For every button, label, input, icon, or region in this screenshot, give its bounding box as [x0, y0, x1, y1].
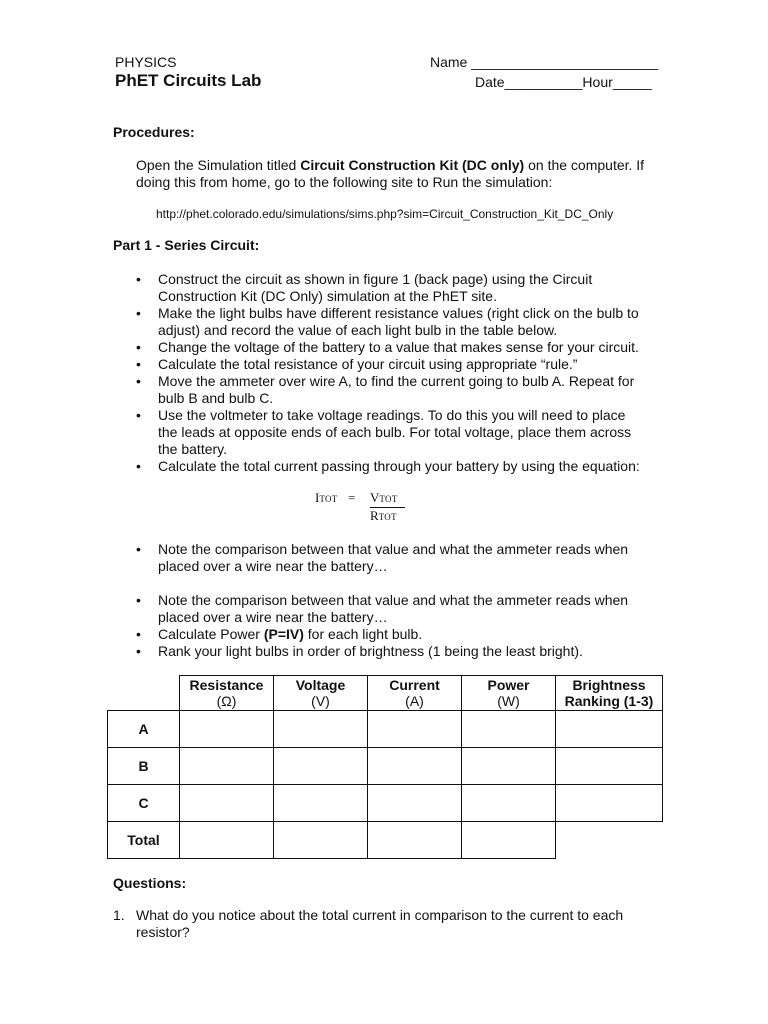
column-header-current: Current (A) [368, 676, 462, 711]
equation-numerator: VTOT [370, 490, 405, 508]
row-label-a: A [108, 711, 180, 748]
table-cell[interactable] [274, 822, 368, 859]
list-item: • Rank your light bulbs in order of brightness (1 being the least bright). [136, 643, 641, 660]
list-item: • Construct the circuit as shown in figure 1 (back page) using the Circuit Construction Kit (DC Only) simulation at the PhET site. [136, 271, 641, 305]
procedure-steps [136, 271, 641, 475]
table-cell[interactable] [462, 748, 556, 785]
results-table [107, 675, 663, 859]
table-cell[interactable] [274, 748, 368, 785]
table-cell[interactable] [462, 785, 556, 822]
date-hour-field-line[interactable]: Date__________Hour_____ [475, 74, 652, 90]
row-label-c: C [108, 785, 180, 822]
table-cell[interactable] [274, 785, 368, 822]
simulation-url[interactable]: http://phet.colorado.edu/simulations/sims.php?sim=Circuit_Construction_Kit_DC_Only [156, 207, 614, 221]
list-item: • Calculate the total resistance of your circuit using appropriate “rule.” [136, 356, 641, 373]
table-cell[interactable] [180, 748, 274, 785]
table-corner [108, 676, 180, 711]
table-cell[interactable] [368, 748, 462, 785]
table-row [108, 748, 663, 785]
table-row [108, 785, 663, 822]
list-item: • Note the comparison between that value and what the ammeter reads when placed over a wire near the battery… [136, 541, 641, 575]
table-cell[interactable] [368, 785, 462, 822]
questions-heading: Questions: [113, 875, 187, 891]
table-cell[interactable] [556, 748, 663, 785]
table-row [108, 822, 663, 859]
part1-heading: Part 1 - Series Circuit: [113, 237, 260, 253]
list-item: • Change the voltage of the battery to a value that makes sense for your circuit. [136, 339, 641, 356]
column-header-brightness: Brightness Ranking (1-3) [556, 676, 663, 711]
procedures-heading: Procedures: [113, 124, 195, 140]
column-header-power: Power (W) [462, 676, 556, 711]
power-formula: (P=IV) [263, 626, 304, 642]
equation-lhs: ITOT [315, 490, 338, 505]
course-subject: PHYSICS [115, 54, 177, 70]
table-cell-empty [556, 822, 663, 859]
table-cell[interactable] [556, 785, 663, 822]
intro-text-end: on the computer. If doing this from home, go to the following site to Run the simulation: [136, 157, 645, 190]
procedures-intro [136, 157, 656, 191]
procedure-steps-after-equation [136, 541, 641, 575]
intro-text-start: Open the Simulation titled [136, 157, 301, 173]
equation-equals: = [348, 490, 356, 505]
name-field-line[interactable]: Name ________________________ [430, 54, 659, 70]
table-cell[interactable] [180, 785, 274, 822]
table-cell[interactable] [462, 822, 556, 859]
table-cell[interactable] [274, 711, 368, 748]
simulation-name: Circuit Construction Kit (DC only) [300, 157, 525, 173]
list-item: • Move the ammeter over wire A, to find the current going to bulb A. Repeat for bulb B and bulb C. [136, 373, 641, 407]
table-cell[interactable] [462, 711, 556, 748]
equation-denominator: RTOT [370, 508, 397, 523]
table-cell[interactable] [180, 822, 274, 859]
question-text: What do you notice about the total current in comparison to the current to each resistor? [136, 907, 624, 940]
procedure-steps-final [136, 592, 641, 660]
table-cell[interactable] [556, 711, 663, 748]
table-cell[interactable] [180, 711, 274, 748]
column-header-resistance: Resistance (Ω) [180, 676, 274, 711]
column-header-voltage: Voltage (V) [274, 676, 368, 711]
row-label-total: Total [108, 822, 180, 859]
table-row [108, 711, 663, 748]
list-item: • Make the light bulbs have different resistance values (right click on the bulb to adjust) and record the value of each light bulb in the table below. [136, 305, 641, 339]
page-title: PhET Circuits Lab [115, 71, 262, 90]
table-cell[interactable] [368, 822, 462, 859]
table-cell[interactable] [368, 711, 462, 748]
list-item: • Note the comparison between that value and what the ammeter reads when placed over a wire near the battery… [136, 592, 641, 626]
table-header-row [108, 676, 663, 711]
row-label-b: B [108, 748, 180, 785]
list-item: • Use the voltmeter to take voltage readings. To do this you will need to place the leads at opposite ends of each bulb. For total voltage, place them across the battery. [136, 407, 641, 458]
question-1 [113, 907, 633, 941]
list-item: • Calculate the total current passing through your battery by using the equation: [136, 458, 641, 475]
question-number: 1. [113, 907, 125, 923]
list-item: • Calculate Power (P=IV) for each light bulb. [136, 626, 641, 643]
